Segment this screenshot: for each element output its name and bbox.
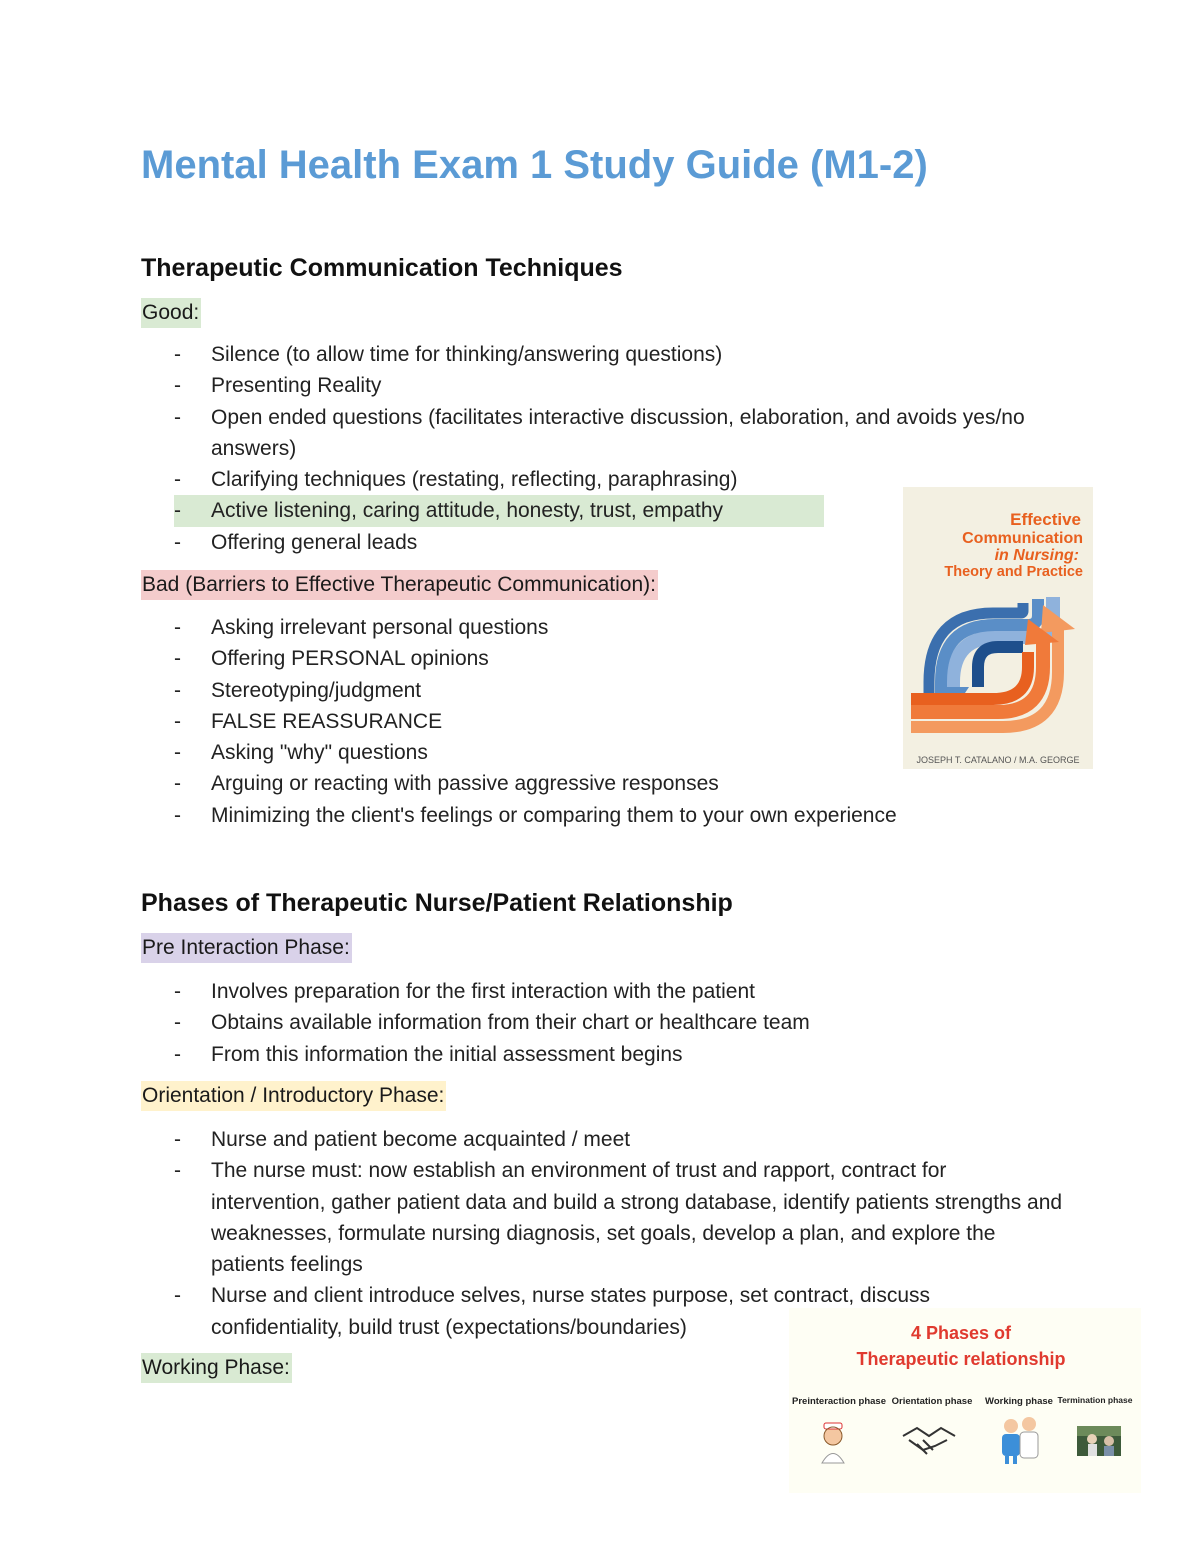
list-item: - Silence (to allow time for thinking/answering questions) — [174, 339, 1064, 370]
phase-label: Termination phase — [1057, 1395, 1133, 1405]
bullet-dash: - — [174, 374, 181, 398]
bullet-dash: - — [174, 1128, 181, 1151]
bullet-dash: - — [174, 343, 181, 366]
list-item: - FALSE REASSURANCE — [174, 706, 1064, 737]
list-item: - Minimizing the client's feelings or comparing them to your own experience — [174, 800, 1064, 831]
patient-photo-icon — [1077, 1426, 1121, 1456]
working-label: Working Phase: — [141, 1353, 292, 1383]
cover-title-line: Effective — [1010, 510, 1081, 529]
list-item: - Offering PERSONAL opinions — [174, 643, 1064, 674]
bullet-dash: - — [174, 499, 181, 523]
phases-figure — [789, 1308, 1141, 1493]
book-cover-image — [903, 487, 1093, 769]
bullet-dash: - — [174, 616, 181, 639]
good-label: Good: — [141, 298, 201, 328]
bullet-dash: - — [174, 1284, 181, 1308]
list-item: - From this information the initial assessment begins — [174, 1039, 1064, 1070]
book-cover-art — [903, 487, 1093, 769]
heading-techniques: Therapeutic Communication Techniques — [141, 254, 623, 282]
list-item: - Nurse and patient become acquainted / meet — [174, 1124, 1064, 1155]
list-item: - Asking irrelevant personal questions — [174, 612, 1064, 643]
list-item: - Stereotyping/judgment — [174, 675, 1064, 706]
list-item: - Open ended questions (facilitates interactive discussion, elaboration, and avoids yes/no answers) — [174, 402, 1064, 465]
list-item: - Nurse and client introduce selves, nurse states purpose, set contract, discuss confidentiality, build trust (expectations/boundaries) — [174, 1280, 1064, 1343]
bullet-dash: - — [174, 405, 181, 429]
phase-label: Orientation phase — [891, 1396, 973, 1407]
bullet-dash: - — [174, 1011, 181, 1035]
list-item: - Presenting Reality — [174, 370, 1064, 401]
bullet-dash: - — [174, 803, 181, 827]
heading-phases: Phases of Therapeutic Nurse/Patient Relationship — [141, 889, 733, 917]
orientation-label: Orientation / Introductory Phase: — [141, 1081, 446, 1111]
bad-label: Bad (Barriers to Effective Therapeutic Communication): — [141, 570, 658, 600]
figure-title-line: 4 Phases of — [910, 1323, 1012, 1343]
page-title: Mental Health Exam 1 Study Guide (M1-2) — [141, 143, 928, 187]
cover-title-line: Communication — [962, 530, 1083, 547]
list-item: - Involves preparation for the first interaction with the patient — [174, 976, 1064, 1007]
cover-title-line: Theory and Practice — [944, 564, 1083, 580]
list-item: - Arguing or reacting with passive aggressive responses — [174, 768, 1064, 799]
list-item: - The nurse must: now establish an environment of trust and rapport, contract for intervention, gather patient data and build a strong database, identify patients strengths and weaknesses, formulate nursing diagnosis, set goals, develop a plan, and explore the patients feelings — [174, 1155, 1064, 1280]
figure-title-line: Therapeutic relationship — [856, 1349, 1066, 1369]
cover-title-line: in Nursing: — [994, 547, 1079, 564]
list-item: - Clarifying techniques (restating, reflecting, paraphrasing) — [174, 464, 1064, 495]
pre-interaction-label: Pre Interaction Phase: — [141, 933, 352, 963]
bullet-dash: - — [174, 678, 181, 702]
bullet-dash: - — [174, 709, 181, 733]
bullet-dash: - — [174, 468, 181, 492]
cover-authors: JOSEPH T. CATALANO / M.A. GEORGE — [916, 755, 1080, 765]
bullet-dash: - — [174, 772, 181, 796]
bullet-dash: - — [174, 530, 181, 554]
list-item: - Asking "why" questions — [174, 737, 1064, 768]
phases-figure-art — [789, 1308, 1141, 1493]
bullet-dash: - — [174, 1042, 181, 1066]
bullet-dash: - — [174, 741, 181, 765]
phase-label: Preinteraction phase — [792, 1396, 886, 1407]
list-item: - Offering general leads — [174, 527, 1064, 558]
list-item-highlighted: - Active listening, caring attitude, honesty, trust, empathy — [174, 495, 824, 526]
bullet-dash: - — [174, 1159, 181, 1183]
pre-interaction-list — [174, 976, 1064, 1070]
bullet-dash: - — [174, 980, 181, 1003]
phase-label: Working phase — [985, 1396, 1053, 1407]
bullet-dash: - — [174, 647, 181, 671]
list-item: - Obtains available information from their chart or healthcare team — [174, 1007, 1064, 1038]
